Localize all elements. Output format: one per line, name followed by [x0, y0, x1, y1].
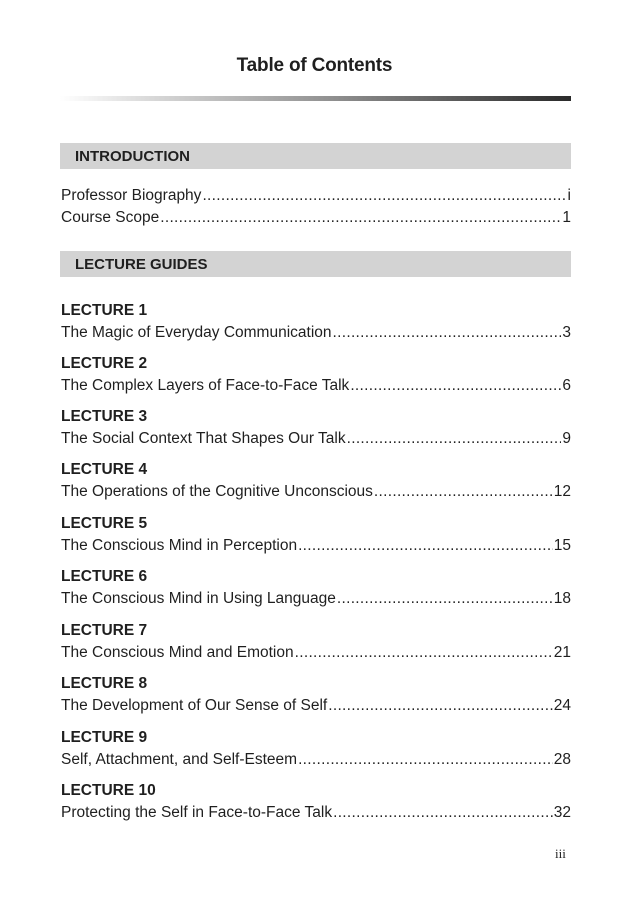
- toc-entry-lecture-8[interactable]: [61, 697, 571, 717]
- toc-entry-page: 3: [562, 324, 571, 341]
- lecture-number: LECTURE 1: [61, 302, 148, 319]
- dot-leader: [160, 209, 561, 227]
- dot-leader: [333, 804, 553, 822]
- toc-entry-lecture-10[interactable]: [61, 804, 571, 824]
- section-header-introduction: [60, 143, 571, 169]
- lecture-number: LECTURE 6: [61, 568, 148, 585]
- lecture-number: LECTURE 7: [61, 622, 148, 639]
- toc-entry-professor-biography[interactable]: [61, 187, 571, 207]
- toc-entry-title: Professor Biography: [61, 187, 202, 204]
- toc-entry-title: The Magic of Everyday Communication: [61, 324, 332, 341]
- title-divider: [60, 96, 571, 101]
- dot-leader: [350, 377, 561, 395]
- toc-entry-page: 18: [553, 590, 571, 607]
- toc-entry-lecture-3[interactable]: [61, 430, 571, 450]
- toc-entry-page: 21: [553, 644, 571, 661]
- dot-leader: [347, 430, 562, 448]
- lecture-number: LECTURE 2: [61, 355, 148, 372]
- toc-entry-lecture-7[interactable]: [61, 644, 571, 664]
- toc-entry-title: Self, Attachment, and Self-Esteem: [61, 751, 298, 768]
- toc-entry-title: The Conscious Mind in Using Language: [61, 590, 336, 607]
- toc-entry-lecture-6[interactable]: [61, 590, 571, 610]
- toc-entry-lecture-9[interactable]: [61, 751, 571, 771]
- toc-entry-page: 24: [553, 697, 571, 714]
- toc-entry-page: 6: [562, 377, 571, 394]
- lecture-number: LECTURE 3: [61, 408, 148, 425]
- lecture-number: LECTURE 4: [61, 461, 148, 478]
- toc-entry-title: The Operations of the Cognitive Unconscious: [61, 483, 373, 500]
- section-header-lecture-guides: [60, 251, 571, 277]
- toc-entry-title: The Complex Layers of Face-to-Face Talk: [61, 377, 350, 394]
- toc-entry-lecture-5[interactable]: [61, 537, 571, 557]
- page-number: iii: [555, 846, 566, 861]
- dot-leader: [374, 483, 553, 501]
- page-title: Table of Contents: [236, 55, 393, 76]
- toc-entry-title: Course Scope: [61, 209, 160, 226]
- toc-entry-title: The Conscious Mind and Emotion: [61, 644, 294, 661]
- toc-entry-page: 12: [553, 483, 571, 500]
- dot-leader: [298, 537, 553, 555]
- toc-entry-page: 15: [553, 537, 571, 554]
- section-label: LECTURE GUIDES: [75, 256, 208, 273]
- toc-entry-page: 32: [553, 804, 571, 821]
- toc-entry-lecture-4[interactable]: [61, 483, 571, 503]
- dot-leader: [337, 590, 553, 608]
- dot-leader: [202, 187, 566, 205]
- lecture-number: LECTURE 10: [61, 782, 156, 799]
- lecture-number: LECTURE 5: [61, 515, 148, 532]
- toc-entry-title: The Development of Our Sense of Self: [61, 697, 328, 714]
- toc-entry-title: The Social Context That Shapes Our Talk: [61, 430, 346, 447]
- toc-entry-lecture-2[interactable]: [61, 377, 571, 397]
- toc-entry-title: Protecting the Self in Face-to-Face Talk: [61, 804, 333, 821]
- section-label: INTRODUCTION: [75, 148, 190, 165]
- lecture-number: LECTURE 9: [61, 729, 148, 746]
- dot-leader: [298, 751, 553, 769]
- dot-leader: [295, 644, 553, 662]
- toc-entry-page: 1: [562, 209, 571, 226]
- dot-leader: [328, 697, 553, 715]
- toc-entry-page: i: [567, 187, 571, 204]
- toc-entry-title: The Conscious Mind in Perception: [61, 537, 298, 554]
- lecture-number: LECTURE 8: [61, 675, 148, 692]
- toc-entry-course-scope[interactable]: [61, 209, 571, 229]
- toc-entry-lecture-1[interactable]: [61, 324, 571, 344]
- dot-leader: [333, 324, 562, 342]
- toc-entry-page: 9: [562, 430, 571, 447]
- toc-entry-page: 28: [553, 751, 571, 768]
